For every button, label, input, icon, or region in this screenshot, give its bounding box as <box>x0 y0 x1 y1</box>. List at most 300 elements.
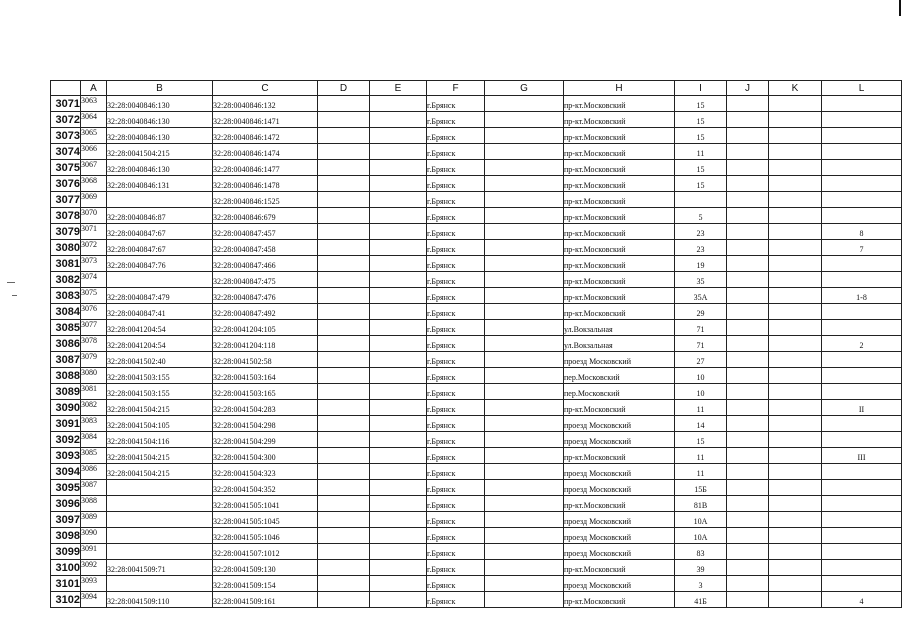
row-number[interactable]: 3078 <box>51 208 81 224</box>
cell-g[interactable] <box>485 336 564 352</box>
cell-b-cadastral[interactable]: 32:28:0041504:215 <box>107 400 213 416</box>
cell-j[interactable] <box>727 576 769 592</box>
cell-c-cadastral[interactable]: 32:28:0040846:1525 <box>213 192 318 208</box>
cell-a[interactable]: 3067 <box>81 160 107 176</box>
cell-d[interactable] <box>318 144 370 160</box>
cell-j[interactable] <box>727 128 769 144</box>
cell-c-cadastral[interactable]: 32:28:0040847:458 <box>213 240 318 256</box>
cell-d[interactable] <box>318 224 370 240</box>
cell-b-cadastral[interactable] <box>107 496 213 512</box>
cell-h-street[interactable]: пр-кт.Московский <box>564 592 675 608</box>
cell-b-cadastral[interactable]: 32:28:0040846:87 <box>107 208 213 224</box>
cell-f-city[interactable]: г.Брянск <box>427 560 485 576</box>
cell-e[interactable] <box>370 464 427 480</box>
cell-i-house[interactable]: 11 <box>675 144 727 160</box>
cell-b-cadastral[interactable]: 32:28:0040846:130 <box>107 112 213 128</box>
cell-i-house[interactable]: 81В <box>675 496 727 512</box>
cell-l-apartment[interactable] <box>822 432 902 448</box>
cell-d[interactable] <box>318 592 370 608</box>
cell-e[interactable] <box>370 112 427 128</box>
cell-c-cadastral[interactable]: 32:28:0041502:58 <box>213 352 318 368</box>
cell-f-city[interactable]: г.Брянск <box>427 96 485 112</box>
cell-d[interactable] <box>318 336 370 352</box>
cell-l-apartment[interactable] <box>822 368 902 384</box>
cell-c-cadastral[interactable]: 32:28:0041505:1041 <box>213 496 318 512</box>
cell-c-cadastral[interactable]: 32:28:0041509:161 <box>213 592 318 608</box>
cell-e[interactable] <box>370 592 427 608</box>
cell-i-house[interactable]: 15 <box>675 112 727 128</box>
cell-c-cadastral[interactable]: 32:28:0041505:1046 <box>213 528 318 544</box>
cell-g[interactable] <box>485 544 564 560</box>
cell-k[interactable] <box>769 560 822 576</box>
cell-f-city[interactable]: г.Брянск <box>427 176 485 192</box>
cell-b-cadastral[interactable]: 32:28:0040847:76 <box>107 256 213 272</box>
cell-j[interactable] <box>727 432 769 448</box>
cell-d[interactable] <box>318 160 370 176</box>
cell-l-apartment[interactable] <box>822 352 902 368</box>
cell-e[interactable] <box>370 288 427 304</box>
cell-h-street[interactable]: пр-кт.Московский <box>564 256 675 272</box>
cell-j[interactable] <box>727 256 769 272</box>
cell-f-city[interactable]: г.Брянск <box>427 496 485 512</box>
cell-k[interactable] <box>769 464 822 480</box>
cell-j[interactable] <box>727 512 769 528</box>
cell-d[interactable] <box>318 432 370 448</box>
cell-e[interactable] <box>370 224 427 240</box>
cell-j[interactable] <box>727 528 769 544</box>
cell-b-cadastral[interactable]: 32:28:0040846:130 <box>107 128 213 144</box>
cell-j[interactable] <box>727 208 769 224</box>
row-number[interactable]: 3080 <box>51 240 81 256</box>
cell-i-house[interactable]: 5 <box>675 208 727 224</box>
cell-a[interactable]: 3081 <box>81 384 107 400</box>
cell-c-cadastral[interactable]: 32:28:0041509:130 <box>213 560 318 576</box>
cell-f-city[interactable]: г.Брянск <box>427 368 485 384</box>
cell-k[interactable] <box>769 160 822 176</box>
cell-i-house[interactable]: 41Б <box>675 592 727 608</box>
cell-b-cadastral[interactable] <box>107 480 213 496</box>
cell-j[interactable] <box>727 240 769 256</box>
cell-e[interactable] <box>370 368 427 384</box>
cell-g[interactable] <box>485 320 564 336</box>
cell-f-city[interactable]: г.Брянск <box>427 512 485 528</box>
cell-i-house[interactable]: 15 <box>675 160 727 176</box>
cell-j[interactable] <box>727 160 769 176</box>
cell-e[interactable] <box>370 336 427 352</box>
cell-l-apartment[interactable]: II <box>822 400 902 416</box>
cell-g[interactable] <box>485 240 564 256</box>
cell-b-cadastral[interactable] <box>107 544 213 560</box>
cell-i-house[interactable]: 15 <box>675 128 727 144</box>
cell-l-apartment[interactable] <box>822 416 902 432</box>
cell-d[interactable] <box>318 416 370 432</box>
cell-d[interactable] <box>318 208 370 224</box>
cell-h-street[interactable]: пр-кт.Московский <box>564 304 675 320</box>
cell-g[interactable] <box>485 176 564 192</box>
cell-l-apartment[interactable] <box>822 128 902 144</box>
cell-g[interactable] <box>485 112 564 128</box>
cell-f-city[interactable]: г.Брянск <box>427 208 485 224</box>
cell-d[interactable] <box>318 576 370 592</box>
cell-c-cadastral[interactable]: 32:28:0041503:165 <box>213 384 318 400</box>
cell-k[interactable] <box>769 304 822 320</box>
cell-j[interactable] <box>727 480 769 496</box>
cell-b-cadastral[interactable]: 32:28:0041503:155 <box>107 368 213 384</box>
cell-l-apartment[interactable]: III <box>822 448 902 464</box>
cell-c-cadastral[interactable]: 32:28:0040847:457 <box>213 224 318 240</box>
cell-g[interactable] <box>485 528 564 544</box>
cell-e[interactable] <box>370 576 427 592</box>
cell-i-house[interactable]: 23 <box>675 240 727 256</box>
cell-e[interactable] <box>370 96 427 112</box>
cell-l-apartment[interactable] <box>822 512 902 528</box>
cell-l-apartment[interactable] <box>822 256 902 272</box>
cell-c-cadastral[interactable]: 32:28:0041504:299 <box>213 432 318 448</box>
cell-k[interactable] <box>769 176 822 192</box>
cell-f-city[interactable]: г.Брянск <box>427 224 485 240</box>
cell-c-cadastral[interactable]: 32:28:0041507:1012 <box>213 544 318 560</box>
cell-l-apartment[interactable]: 2 <box>822 336 902 352</box>
cell-d[interactable] <box>318 272 370 288</box>
column-header-i[interactable]: I <box>675 81 727 96</box>
cell-f-city[interactable]: г.Брянск <box>427 544 485 560</box>
cell-b-cadastral[interactable] <box>107 272 213 288</box>
column-header-c[interactable]: C <box>213 81 318 96</box>
cell-l-apartment[interactable] <box>822 208 902 224</box>
cell-k[interactable] <box>769 352 822 368</box>
cell-h-street[interactable]: пр-кт.Московский <box>564 176 675 192</box>
cell-k[interactable] <box>769 208 822 224</box>
cell-a[interactable]: 3092 <box>81 560 107 576</box>
cell-g[interactable] <box>485 144 564 160</box>
cell-i-house[interactable]: 11 <box>675 400 727 416</box>
cell-b-cadastral[interactable]: 32:28:0041504:215 <box>107 144 213 160</box>
cell-k[interactable] <box>769 368 822 384</box>
cell-k[interactable] <box>769 480 822 496</box>
cell-h-street[interactable]: пр-кт.Московский <box>564 224 675 240</box>
cell-e[interactable] <box>370 432 427 448</box>
cell-k[interactable] <box>769 256 822 272</box>
cell-g[interactable] <box>485 304 564 320</box>
cell-l-apartment[interactable] <box>822 480 902 496</box>
cell-i-house[interactable]: 10А <box>675 528 727 544</box>
cell-k[interactable] <box>769 192 822 208</box>
cell-g[interactable] <box>485 400 564 416</box>
row-number[interactable]: 3095 <box>51 480 81 496</box>
cell-a[interactable]: 3090 <box>81 528 107 544</box>
cell-e[interactable] <box>370 256 427 272</box>
cell-k[interactable] <box>769 272 822 288</box>
cell-b-cadastral[interactable] <box>107 576 213 592</box>
cell-d[interactable] <box>318 128 370 144</box>
row-number[interactable]: 3101 <box>51 576 81 592</box>
cell-b-cadastral[interactable]: 32:28:0040846:130 <box>107 160 213 176</box>
row-number[interactable]: 3090 <box>51 400 81 416</box>
cell-b-cadastral[interactable] <box>107 528 213 544</box>
cell-b-cadastral[interactable] <box>107 512 213 528</box>
cell-h-street[interactable]: пр-кт.Московский <box>564 400 675 416</box>
cell-c-cadastral[interactable]: 32:28:0040846:1477 <box>213 160 318 176</box>
cell-k[interactable] <box>769 336 822 352</box>
cell-f-city[interactable]: г.Брянск <box>427 400 485 416</box>
cell-k[interactable] <box>769 448 822 464</box>
cell-h-street[interactable]: пр-кт.Московский <box>564 192 675 208</box>
cell-i-house[interactable]: 10 <box>675 368 727 384</box>
cell-d[interactable] <box>318 384 370 400</box>
cell-c-cadastral[interactable]: 32:28:0040846:1474 <box>213 144 318 160</box>
cell-f-city[interactable]: г.Брянск <box>427 240 485 256</box>
cell-j[interactable] <box>727 288 769 304</box>
cell-h-street[interactable]: проезд Московский <box>564 544 675 560</box>
cell-b-cadastral[interactable]: 32:28:0041504:215 <box>107 448 213 464</box>
cell-b-cadastral[interactable]: 32:28:0041502:40 <box>107 352 213 368</box>
row-number[interactable]: 3071 <box>51 96 81 112</box>
cell-b-cadastral[interactable]: 32:28:0040847:41 <box>107 304 213 320</box>
row-number[interactable]: 3099 <box>51 544 81 560</box>
cell-e[interactable] <box>370 144 427 160</box>
cell-b-cadastral[interactable]: 32:28:0041503:155 <box>107 384 213 400</box>
cell-k[interactable] <box>769 384 822 400</box>
cell-a[interactable]: 3071 <box>81 224 107 240</box>
cell-j[interactable] <box>727 400 769 416</box>
cell-g[interactable] <box>485 368 564 384</box>
cell-i-house[interactable]: 15 <box>675 176 727 192</box>
cell-d[interactable] <box>318 512 370 528</box>
cell-h-street[interactable]: пр-кт.Московский <box>564 448 675 464</box>
cell-f-city[interactable]: г.Брянск <box>427 480 485 496</box>
cell-g[interactable] <box>485 512 564 528</box>
cell-h-street[interactable]: пр-кт.Московский <box>564 208 675 224</box>
cell-a[interactable]: 3068 <box>81 176 107 192</box>
cell-d[interactable] <box>318 352 370 368</box>
cell-a[interactable]: 3086 <box>81 464 107 480</box>
cell-f-city[interactable]: г.Брянск <box>427 304 485 320</box>
row-number[interactable]: 3092 <box>51 432 81 448</box>
cell-a[interactable]: 3069 <box>81 192 107 208</box>
cell-l-apartment[interactable] <box>822 144 902 160</box>
cell-k[interactable] <box>769 288 822 304</box>
cell-d[interactable] <box>318 400 370 416</box>
cell-b-cadastral[interactable]: 32:28:0041504:116 <box>107 432 213 448</box>
cell-g[interactable] <box>485 416 564 432</box>
cell-g[interactable] <box>485 432 564 448</box>
cell-d[interactable] <box>318 256 370 272</box>
cell-i-house[interactable]: 11 <box>675 448 727 464</box>
cell-g[interactable] <box>485 384 564 400</box>
cell-g[interactable] <box>485 160 564 176</box>
cell-a[interactable]: 3074 <box>81 272 107 288</box>
cell-c-cadastral[interactable]: 32:28:0040846:1471 <box>213 112 318 128</box>
cell-i-house[interactable]: 35А <box>675 288 727 304</box>
cell-h-street[interactable]: пер.Московский <box>564 384 675 400</box>
cell-h-street[interactable]: пр-кт.Московский <box>564 240 675 256</box>
cell-e[interactable] <box>370 496 427 512</box>
row-number[interactable]: 3102 <box>51 592 81 608</box>
cell-g[interactable] <box>485 288 564 304</box>
row-number[interactable]: 3098 <box>51 528 81 544</box>
cell-h-street[interactable]: пер.Московский <box>564 368 675 384</box>
cell-g[interactable] <box>485 480 564 496</box>
cell-k[interactable] <box>769 592 822 608</box>
cell-c-cadastral[interactable]: 32:28:0041505:1045 <box>213 512 318 528</box>
cell-i-house[interactable]: 10А <box>675 512 727 528</box>
column-header-k[interactable]: K <box>769 81 822 96</box>
cell-d[interactable] <box>318 240 370 256</box>
cell-l-apartment[interactable]: 8 <box>822 224 902 240</box>
cell-f-city[interactable]: г.Брянск <box>427 336 485 352</box>
cell-l-apartment[interactable] <box>822 304 902 320</box>
cell-k[interactable] <box>769 112 822 128</box>
cell-i-house[interactable]: 23 <box>675 224 727 240</box>
cell-h-street[interactable]: проезд Московский <box>564 416 675 432</box>
cell-b-cadastral[interactable]: 32:28:0040847:479 <box>107 288 213 304</box>
cell-e[interactable] <box>370 240 427 256</box>
cell-c-cadastral[interactable]: 32:28:0040846:132 <box>213 96 318 112</box>
cell-e[interactable] <box>370 448 427 464</box>
cell-i-house[interactable]: 15 <box>675 96 727 112</box>
cell-a[interactable]: 3087 <box>81 480 107 496</box>
cell-f-city[interactable]: г.Брянск <box>427 288 485 304</box>
cell-h-street[interactable]: проезд Московский <box>564 352 675 368</box>
cell-f-city[interactable]: г.Брянск <box>427 144 485 160</box>
cell-f-city[interactable]: г.Брянск <box>427 128 485 144</box>
column-header-a[interactable]: A <box>81 81 107 96</box>
row-number[interactable]: 3072 <box>51 112 81 128</box>
cell-d[interactable] <box>318 464 370 480</box>
cell-b-cadastral[interactable]: 32:28:0041204:54 <box>107 336 213 352</box>
cell-a[interactable]: 3063 <box>81 96 107 112</box>
cell-c-cadastral[interactable]: 32:28:0041504:352 <box>213 480 318 496</box>
cell-f-city[interactable]: г.Брянск <box>427 272 485 288</box>
cell-k[interactable] <box>769 528 822 544</box>
cell-h-street[interactable]: проезд Московский <box>564 432 675 448</box>
cell-f-city[interactable]: г.Брянск <box>427 576 485 592</box>
row-number[interactable]: 3077 <box>51 192 81 208</box>
cell-a[interactable]: 3083 <box>81 416 107 432</box>
cell-e[interactable] <box>370 128 427 144</box>
row-number[interactable]: 3086 <box>51 336 81 352</box>
cell-i-house[interactable]: 14 <box>675 416 727 432</box>
cell-d[interactable] <box>318 544 370 560</box>
cell-k[interactable] <box>769 400 822 416</box>
cell-j[interactable] <box>727 272 769 288</box>
row-number[interactable]: 3082 <box>51 272 81 288</box>
row-number[interactable]: 3094 <box>51 464 81 480</box>
cell-f-city[interactable]: г.Брянск <box>427 464 485 480</box>
cell-i-house[interactable]: 19 <box>675 256 727 272</box>
cell-a[interactable]: 3091 <box>81 544 107 560</box>
cell-g[interactable] <box>485 192 564 208</box>
column-header-d[interactable]: D <box>318 81 370 96</box>
cell-j[interactable] <box>727 496 769 512</box>
cell-b-cadastral[interactable] <box>107 192 213 208</box>
cell-a[interactable]: 3065 <box>81 128 107 144</box>
cell-f-city[interactable]: г.Брянск <box>427 352 485 368</box>
cell-b-cadastral[interactable]: 32:28:0041204:54 <box>107 320 213 336</box>
cell-h-street[interactable]: пр-кт.Московский <box>564 272 675 288</box>
cell-a[interactable]: 3089 <box>81 512 107 528</box>
cell-l-apartment[interactable] <box>822 192 902 208</box>
column-header-l[interactable]: L <box>822 81 902 96</box>
cell-e[interactable] <box>370 416 427 432</box>
cell-i-house[interactable]: 11 <box>675 464 727 480</box>
cell-f-city[interactable]: г.Брянск <box>427 448 485 464</box>
cell-e[interactable] <box>370 208 427 224</box>
cell-j[interactable] <box>727 176 769 192</box>
cell-h-street[interactable]: проезд Московский <box>564 576 675 592</box>
cell-g[interactable] <box>485 272 564 288</box>
cell-h-street[interactable]: ул.Вокзальная <box>564 320 675 336</box>
cell-f-city[interactable]: г.Брянск <box>427 432 485 448</box>
cell-f-city[interactable]: г.Брянск <box>427 592 485 608</box>
cell-j[interactable] <box>727 544 769 560</box>
cell-k[interactable] <box>769 144 822 160</box>
cell-g[interactable] <box>485 576 564 592</box>
cell-k[interactable] <box>769 224 822 240</box>
cell-c-cadastral[interactable]: 32:28:0041509:154 <box>213 576 318 592</box>
cell-k[interactable] <box>769 320 822 336</box>
cell-a[interactable]: 3082 <box>81 400 107 416</box>
cell-f-city[interactable]: г.Брянск <box>427 192 485 208</box>
cell-l-apartment[interactable] <box>822 464 902 480</box>
cell-e[interactable] <box>370 384 427 400</box>
cell-j[interactable] <box>727 416 769 432</box>
cell-d[interactable] <box>318 192 370 208</box>
cell-e[interactable] <box>370 176 427 192</box>
cell-b-cadastral[interactable]: 32:28:0041509:71 <box>107 560 213 576</box>
cell-i-house[interactable]: 15Б <box>675 480 727 496</box>
cell-a[interactable]: 3085 <box>81 448 107 464</box>
cell-b-cadastral[interactable]: 32:28:0040846:131 <box>107 176 213 192</box>
cell-l-apartment[interactable]: 4 <box>822 592 902 608</box>
cell-i-house[interactable]: 71 <box>675 320 727 336</box>
cell-j[interactable] <box>727 592 769 608</box>
cell-j[interactable] <box>727 368 769 384</box>
cell-g[interactable] <box>485 128 564 144</box>
cell-c-cadastral[interactable]: 32:28:0041504:298 <box>213 416 318 432</box>
cell-j[interactable] <box>727 320 769 336</box>
cell-a[interactable]: 3080 <box>81 368 107 384</box>
cell-k[interactable] <box>769 128 822 144</box>
cell-c-cadastral[interactable]: 32:28:0040846:1472 <box>213 128 318 144</box>
cell-j[interactable] <box>727 336 769 352</box>
cell-f-city[interactable]: г.Брянск <box>427 112 485 128</box>
cell-e[interactable] <box>370 528 427 544</box>
cell-j[interactable] <box>727 384 769 400</box>
corner-header[interactable] <box>51 81 81 96</box>
cell-j[interactable] <box>727 96 769 112</box>
row-number[interactable]: 3074 <box>51 144 81 160</box>
cell-i-house[interactable]: 27 <box>675 352 727 368</box>
cell-a[interactable]: 3093 <box>81 576 107 592</box>
cell-c-cadastral[interactable]: 32:28:0040847:492 <box>213 304 318 320</box>
cell-e[interactable] <box>370 304 427 320</box>
cell-a[interactable]: 3073 <box>81 256 107 272</box>
cell-g[interactable] <box>485 448 564 464</box>
row-number[interactable]: 3076 <box>51 176 81 192</box>
cell-d[interactable] <box>318 320 370 336</box>
cell-h-street[interactable]: пр-кт.Московский <box>564 496 675 512</box>
cell-c-cadastral[interactable]: 32:28:0041504:323 <box>213 464 318 480</box>
row-number[interactable]: 3083 <box>51 288 81 304</box>
cell-g[interactable] <box>485 352 564 368</box>
cell-k[interactable] <box>769 512 822 528</box>
row-number[interactable]: 3079 <box>51 224 81 240</box>
row-number[interactable]: 3087 <box>51 352 81 368</box>
cell-c-cadastral[interactable]: 32:28:0040846:679 <box>213 208 318 224</box>
cell-h-street[interactable]: пр-кт.Московский <box>564 128 675 144</box>
cell-d[interactable] <box>318 288 370 304</box>
